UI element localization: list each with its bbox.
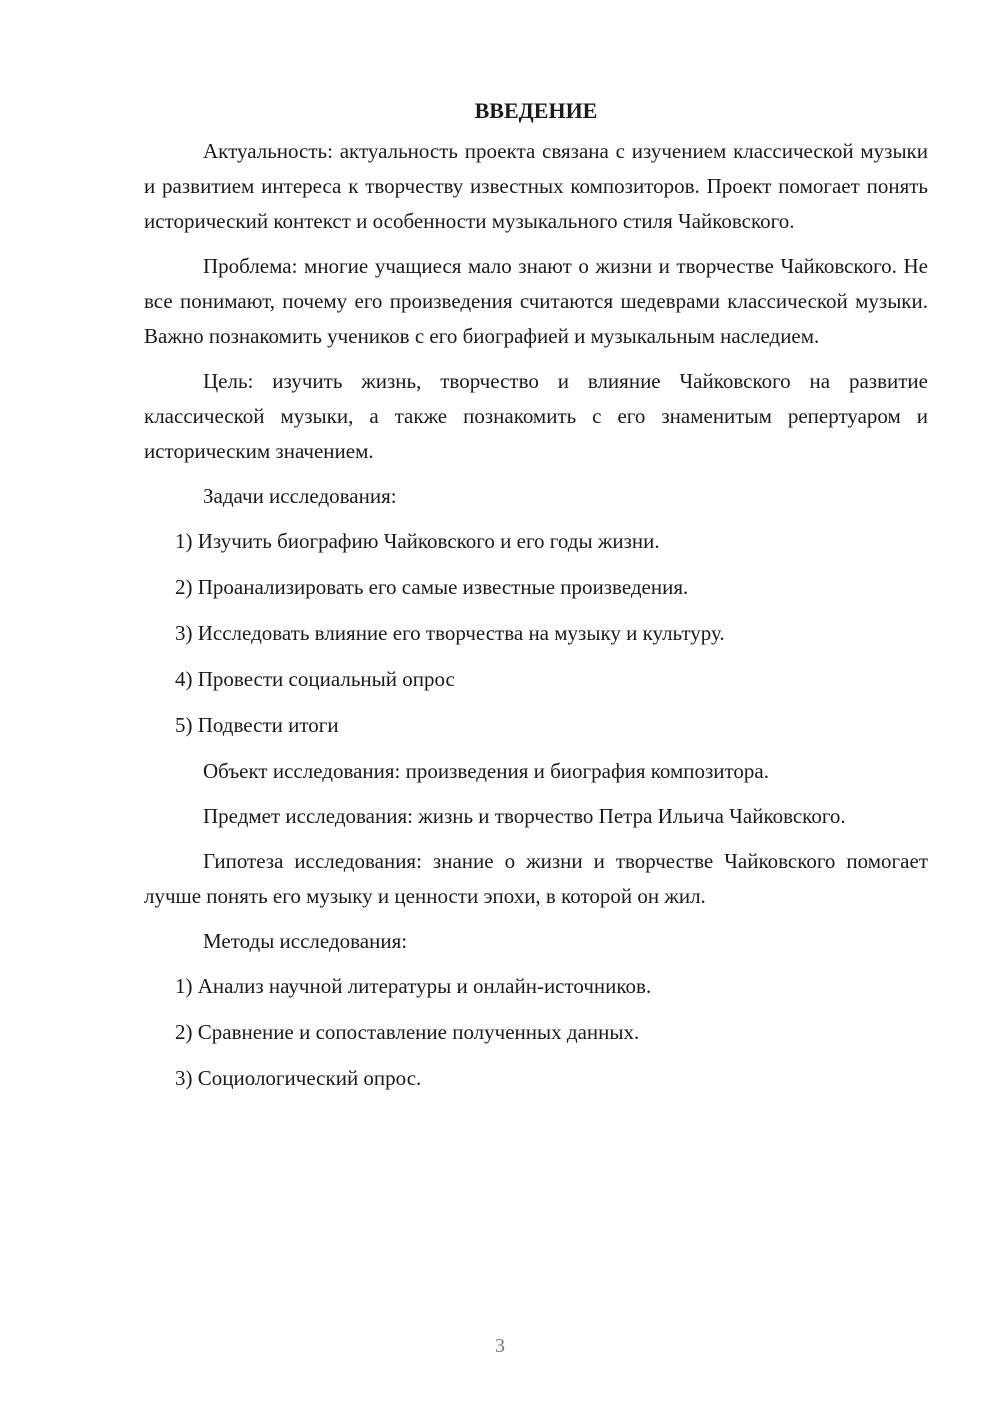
goal-paragraph: Цель: изучить жизнь, творчество и влияние Чайковского на развитие классической музыки, а также познакомить с его знаменитым репертуаром и историческим значением. (144, 369, 928, 463)
page-number: 3 (495, 1335, 505, 1357)
hypothesis-paragraph: Гипотеза исследования: знание о жизни и творчестве Чайковского помогает лучше понять его музыку и ценности эпохи, в которой он жил. (144, 849, 928, 908)
list-item: 4) Провести социальный опрос (175, 667, 455, 691)
tasks-list (144, 524, 928, 743)
section-title: ВВЕДЕНИЕ (474, 98, 598, 123)
list-item: 1) Изучить биографию Чайковского и его годы жизни. (175, 529, 660, 553)
relevance-paragraph: Актуальность: актуальность проекта связана с изучением классической музыки и развитием интереса к творчеству известных композиторов. Проект помогает понять исторический контекст и особенности музыкального стиля Чайковского. (144, 139, 928, 233)
methods-heading: Методы исследования: (203, 929, 408, 953)
subject-paragraph: Предмет исследования: жизнь и творчество Петра Ильича Чайковского. (203, 804, 846, 828)
tasks-heading: Задачи исследования: (203, 484, 397, 508)
list-item: 3) Исследовать влияние его творчества на музыку и культуру. (175, 621, 725, 645)
list-item: 5) Подвести итоги (175, 713, 339, 737)
methods-list (144, 969, 928, 1096)
problem-paragraph: Проблема: многие учащиеся мало знают о жизни и творчестве Чайковского. Не все понимают, почему его произведения считаются шедеврами классической музыки. Важно познакомить учеников с его биографией и музыкальным наследием. (144, 254, 928, 348)
list-item: 1) Анализ научной литературы и онлайн-источников. (175, 974, 652, 998)
list-item: 3) Социологический опрос. (175, 1066, 422, 1090)
list-item: 2) Сравнение и сопоставление полученных данных. (175, 1020, 640, 1044)
list-item: 2) Проанализировать его самые известные произведения. (175, 575, 689, 599)
document-page (144, 96, 928, 1107)
object-paragraph: Объект исследования: произведения и биография композитора. (203, 759, 769, 783)
